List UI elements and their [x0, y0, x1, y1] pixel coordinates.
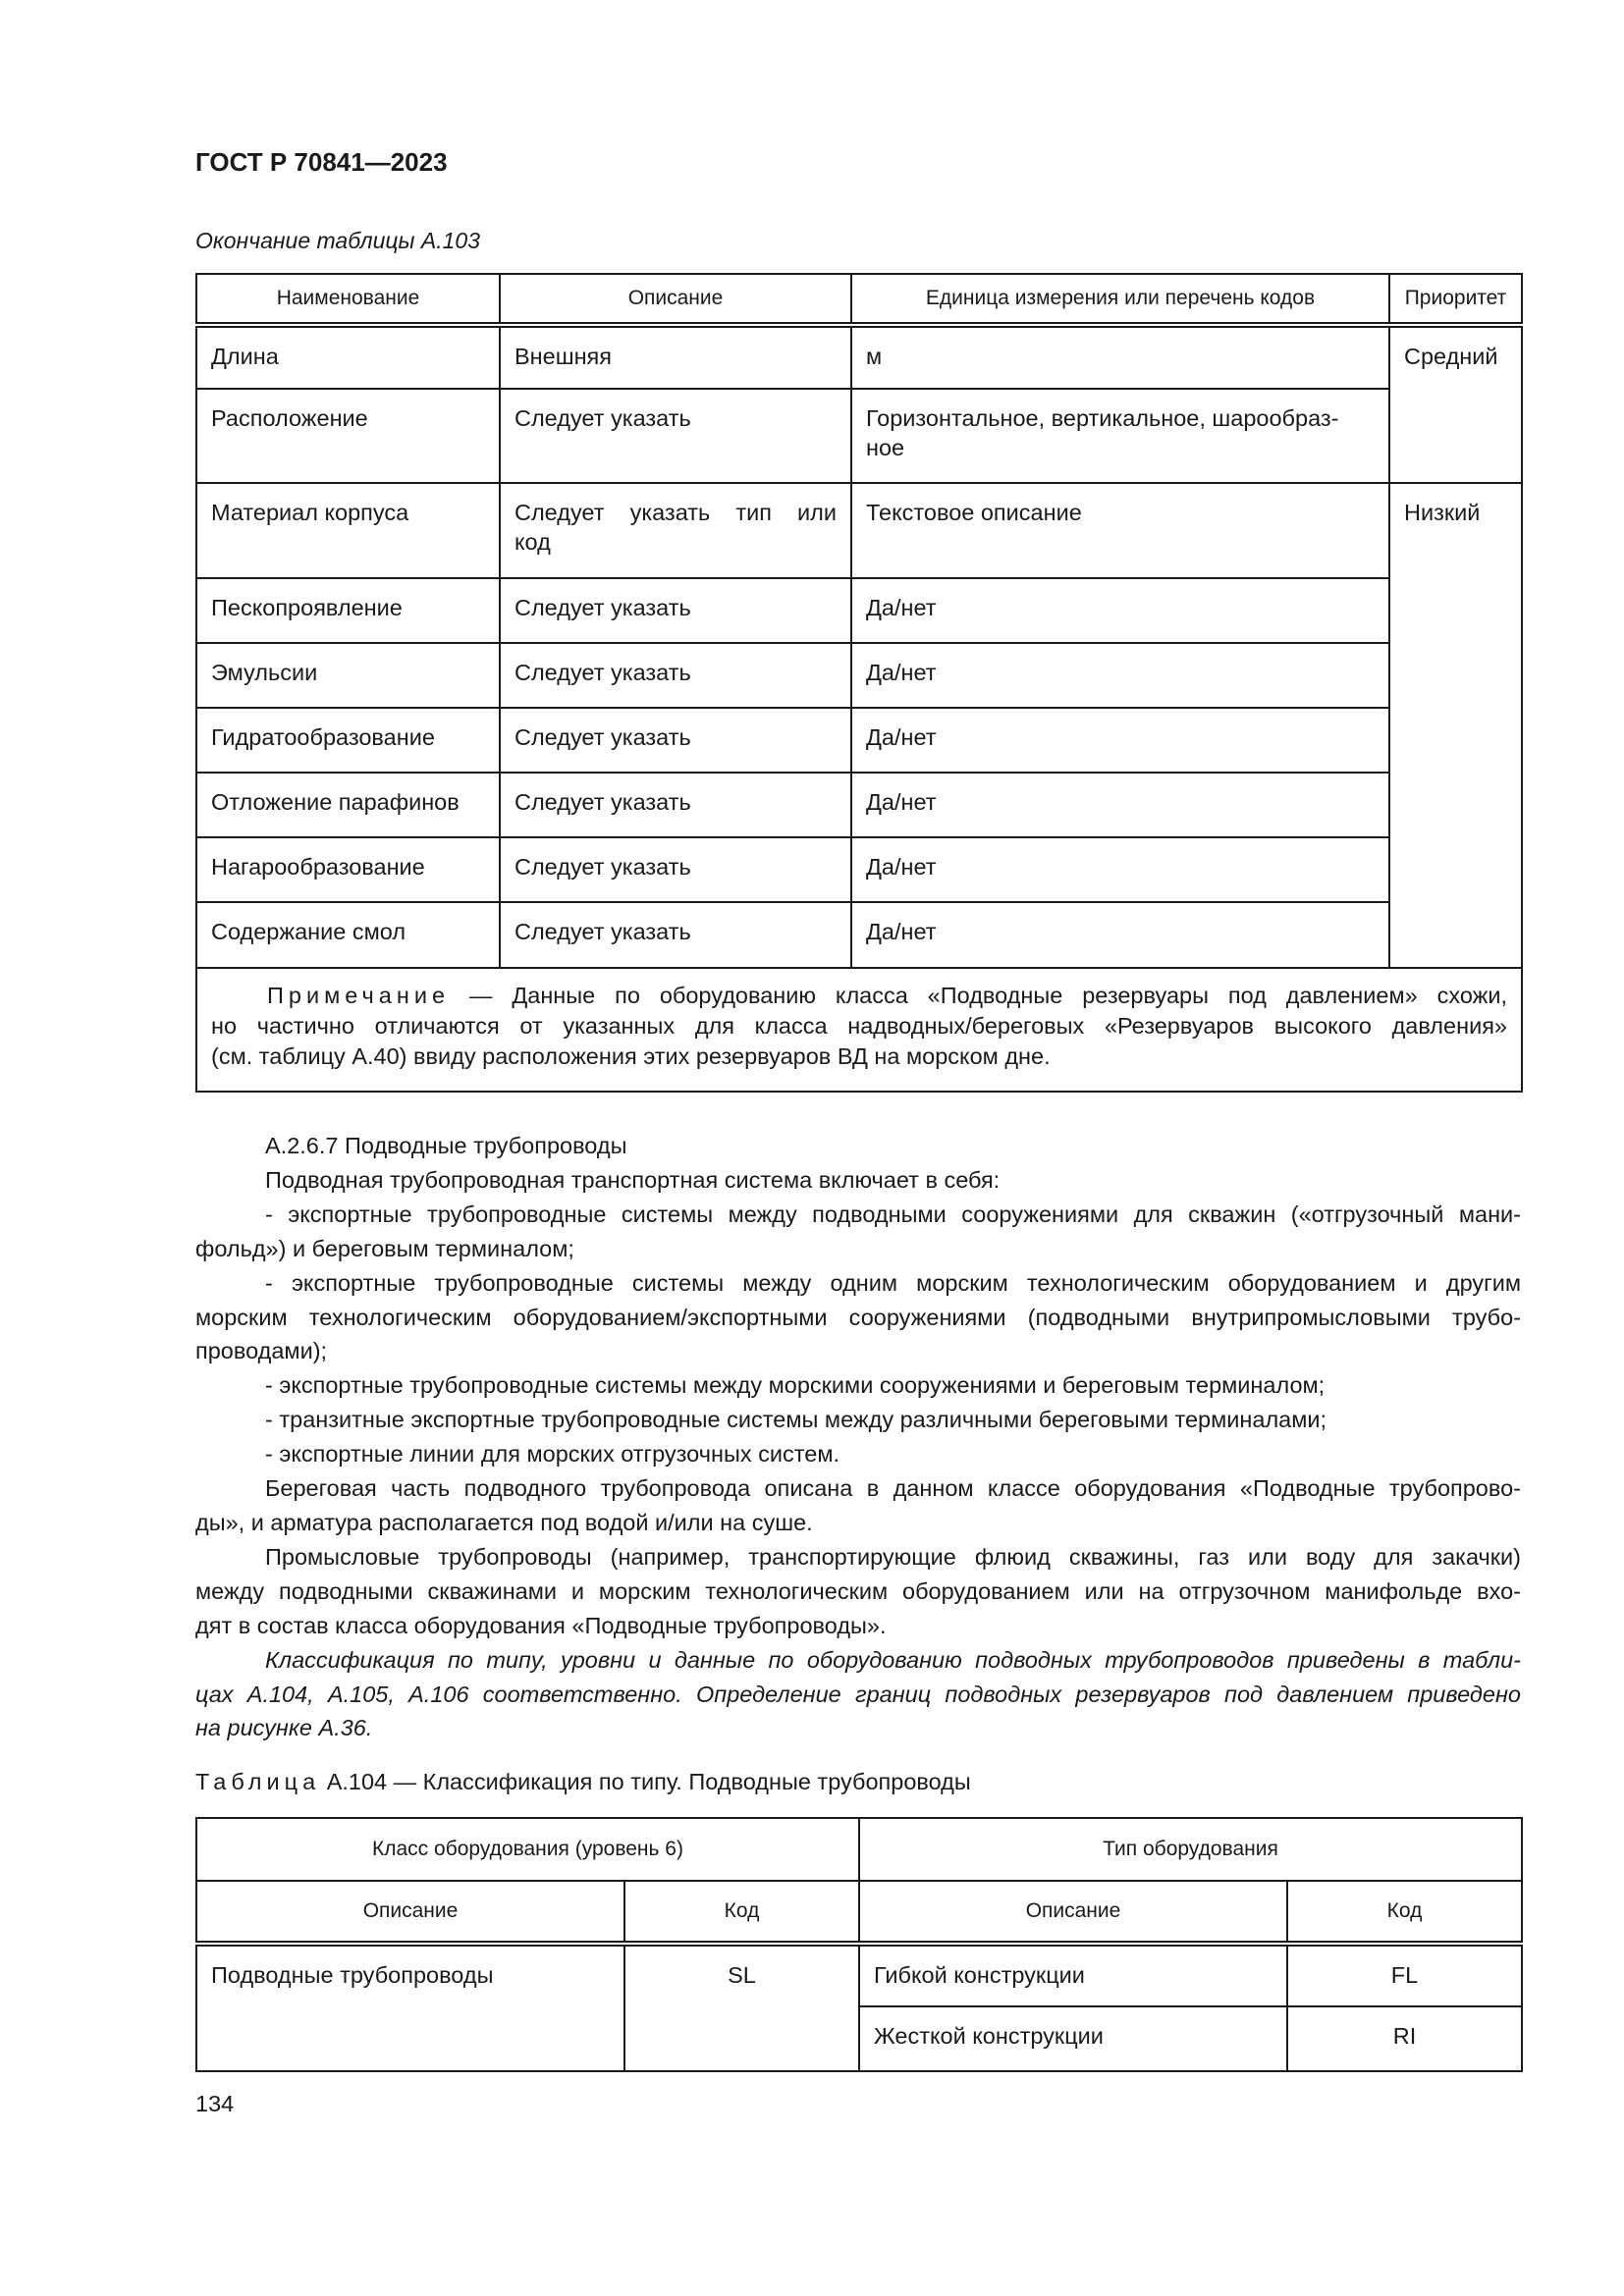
- table-header-row: [196, 1881, 1522, 1944]
- table-note: [196, 968, 1522, 1092]
- cell-unit: Да/нет: [851, 708, 1389, 773]
- cell-name: Содержание смол: [196, 902, 500, 968]
- table-continuation-label: Окончание таблицы А.103: [195, 228, 480, 253]
- table-row: [196, 1944, 1522, 2006]
- cell-name: Нагарообразование: [196, 837, 500, 902]
- paragraph-line: Береговая часть подводного трубопровода описана в данном классе оборудования «Подводные трубопрово-: [265, 1475, 1521, 1502]
- list-item-line: фольд») и береговым терминалом;: [195, 1235, 574, 1261]
- cell-unit: Да/нет: [851, 643, 1389, 708]
- cell-unit-line: ное: [866, 435, 905, 460]
- cell-name: Расположение: [196, 389, 500, 483]
- paragraph-line: ды», и арматура располагается под водой и/или на суше.: [195, 1509, 813, 1535]
- cell-class-code: SL: [624, 1944, 859, 2071]
- table-a104: [195, 1817, 1523, 2072]
- cell-name: Материал корпуса: [196, 483, 500, 578]
- list-item: - транзитные экспортные трубопроводные системы между различными береговыми терминалами;: [265, 1407, 1327, 1433]
- note-label: Примечание: [267, 983, 451, 1008]
- list-item-line: - экспортные трубопроводные системы между одним морским технологическим оборудованием и другим: [265, 1269, 1521, 1296]
- body-text: [195, 1129, 1521, 1745]
- header-name: Наименование: [196, 274, 500, 325]
- cell-name: Эмульсии: [196, 643, 500, 708]
- cell-unit: Да/нет: [851, 773, 1389, 837]
- table-row: [196, 902, 1522, 968]
- cell-description: Следует указать: [500, 773, 851, 837]
- header-priority: Приоритет: [1389, 274, 1522, 325]
- cell-name: Отложение парафинов: [196, 773, 500, 837]
- cell-description: Следует указать: [500, 708, 851, 773]
- cell-type-description: Жесткой конструкции: [859, 2006, 1287, 2071]
- note-line: но частично отличаются от указанных для класса надводных/береговых «Резервуаров высокого давления»: [211, 1013, 1507, 1039]
- cell-description: Следует указать: [500, 643, 851, 708]
- cell-name: Пескопроявление: [196, 578, 500, 643]
- table-row: [196, 773, 1522, 837]
- paragraph-line: на рисунке А.36.: [195, 1715, 373, 1741]
- list-item-line: морским технологическим оборудованием/экспортными сооружениями (подводными внутрипромысловыми трубо-: [195, 1304, 1521, 1330]
- cell-name: Гидратообразование: [196, 708, 500, 773]
- page-number: 134: [195, 2091, 235, 2116]
- header-unit: Единица измерения или перечень кодов: [851, 274, 1389, 325]
- table-row: [196, 325, 1522, 389]
- table-caption: [195, 1769, 971, 1795]
- cell-description-line: Следует указать тип или: [514, 500, 837, 525]
- table-group-header-row: [196, 1818, 1522, 1881]
- document-id: ГОСТ Р 70841—2023: [195, 147, 448, 177]
- list-item-line: - экспортные трубопроводные системы между подводными сооружениями для скважин («отгрузочный мани-: [265, 1201, 1521, 1227]
- header-equipment-type: Тип оборудования: [859, 1818, 1522, 1881]
- header-class-code: Код: [624, 1881, 859, 1944]
- cell-name: Длина: [196, 325, 500, 389]
- cell-description: Следует указать: [500, 578, 851, 643]
- table-header-row: [196, 274, 1522, 325]
- caption-label: Таблица: [195, 1769, 321, 1794]
- table-note-row: [196, 968, 1522, 1092]
- cell-description: Следует указать: [500, 902, 851, 968]
- cell-unit-line: Горизонтальное, вертикальное, шарообраз-: [866, 405, 1339, 431]
- header-class-description: Описание: [196, 1881, 624, 1944]
- note-line: — Данные по оборудованию класса «Подводные резервуары под давлением» схожи,: [468, 983, 1507, 1008]
- caption-text: А.104 — Классификация по типу. Подводные трубопроводы: [326, 1769, 971, 1794]
- cell-description: [500, 483, 851, 578]
- paragraph-line: цах А.104, А.105, А.106 соответственно. Определение границ подводных резервуаров под давлением приведено: [195, 1681, 1521, 1707]
- cell-description: Следует указать: [500, 389, 851, 483]
- cell-priority: Низкий: [1389, 483, 1522, 968]
- table-row: [196, 708, 1522, 773]
- cell-description-line: код: [514, 529, 551, 555]
- note-line: (см. таблицу А.40) ввиду расположения этих резервуаров ВД на морском дне.: [211, 1043, 1051, 1069]
- paragraph-line: Классификация по типу, уровни и данные по оборудованию подводных трубопроводов приведены в табли-: [265, 1646, 1521, 1673]
- paragraph-line: Промысловые трубопроводы (например, транспортирующие флюид скважины, газ или воду для закачки): [265, 1543, 1521, 1570]
- paragraph-line: дят в состав класса оборудования «Подводные трубопроводы».: [195, 1612, 887, 1638]
- cell-type-code: FL: [1287, 1944, 1522, 2006]
- cell-description: Внешняя: [500, 325, 851, 389]
- table-row: [196, 483, 1522, 578]
- cell-unit: Да/нет: [851, 578, 1389, 643]
- table-row: [196, 837, 1522, 902]
- list-item-line: проводами);: [195, 1338, 328, 1364]
- cell-unit: [851, 389, 1389, 483]
- cell-description: Следует указать: [500, 837, 851, 902]
- cell-priority: Средний: [1389, 325, 1522, 483]
- table-row: [196, 578, 1522, 643]
- header-type-description: Описание: [859, 1881, 1287, 1944]
- cell-unit: Да/нет: [851, 837, 1389, 902]
- table-row: [196, 643, 1522, 708]
- header-equipment-class: Класс оборудования (уровень 6): [196, 1818, 859, 1881]
- cell-type-code: RI: [1287, 2006, 1522, 2071]
- cell-class-description: Подводные трубопроводы: [196, 1944, 624, 2071]
- section-heading: А.2.6.7 Подводные трубопроводы: [265, 1133, 627, 1158]
- list-item: - экспортные трубопроводные системы между морскими сооружениями и береговым терминалом;: [265, 1372, 1326, 1399]
- table-a103: [195, 273, 1523, 1093]
- table-row: [196, 389, 1522, 483]
- cell-type-description: Гибкой конструкции: [859, 1944, 1287, 2006]
- paragraph: Подводная трубопроводная транспортная система включает в себя:: [265, 1166, 1001, 1193]
- header-description: Описание: [500, 274, 851, 325]
- cell-unit: м: [851, 325, 1389, 389]
- cell-unit: Текстовое описание: [851, 483, 1389, 578]
- list-item: - экспортные линии для морских отгрузочных систем.: [265, 1441, 840, 1468]
- header-type-code: Код: [1287, 1881, 1522, 1944]
- paragraph-line: между подводными скважинами и морским технологическим оборудованием или на отгрузочном манифольде вхо-: [195, 1577, 1521, 1604]
- cell-unit: Да/нет: [851, 902, 1389, 968]
